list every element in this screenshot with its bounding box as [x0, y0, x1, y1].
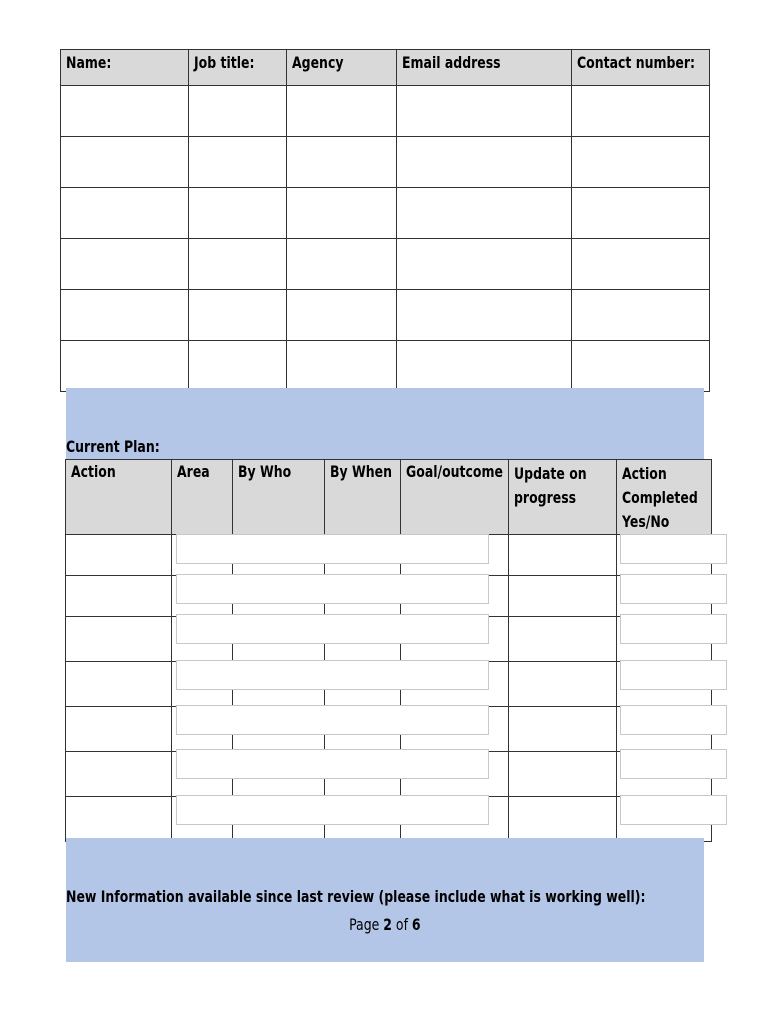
contact-name-cell[interactable] [61, 137, 189, 188]
contact-email-cell[interactable] [397, 290, 572, 341]
contact-job-cell[interactable] [189, 188, 287, 239]
plan-action-cell[interactable] [66, 617, 172, 662]
contacts-header-email: Email address [397, 50, 572, 86]
contact-agency-cell[interactable] [287, 137, 397, 188]
contact-agency-cell[interactable] [287, 239, 397, 290]
plan-update-cell[interactable] [509, 576, 617, 617]
plan-update-cell[interactable] [509, 707, 617, 752]
page-current: 2 [383, 915, 393, 934]
contact-email-cell[interactable] [397, 137, 572, 188]
plan-row-2-completed-field[interactable] [620, 574, 727, 604]
plan-update-cell[interactable] [509, 662, 617, 707]
contacts-row [61, 188, 710, 239]
plan-row-2-detail-field[interactable] [176, 574, 489, 604]
new-information-label: New Information available since last review (please include what is working well): [66, 887, 646, 906]
plan-row-1-completed-field[interactable] [620, 534, 727, 564]
contact-number-cell[interactable] [572, 290, 710, 341]
contact-job-cell[interactable] [189, 86, 287, 137]
contact-agency-cell[interactable] [287, 188, 397, 239]
contacts-table [60, 49, 710, 392]
contact-job-cell[interactable] [189, 137, 287, 188]
contacts-header-name: Name: [61, 50, 189, 86]
page-separator: of [392, 915, 413, 934]
contact-name-cell[interactable] [61, 341, 189, 392]
plan-row-7-completed-field[interactable] [620, 795, 727, 825]
contacts-row [61, 137, 710, 188]
plan-header-completed: Action Completed Yes/No [617, 460, 712, 535]
current-plan-label: Current Plan: [66, 437, 160, 456]
plan-header-goal: Goal/outcome [401, 460, 509, 535]
contacts-header-job-title: Job title: [189, 50, 287, 86]
contact-name-cell[interactable] [61, 239, 189, 290]
plan-update-cell[interactable] [509, 535, 617, 576]
contacts-header-agency: Agency [287, 50, 397, 86]
plan-header-action: Action [66, 460, 172, 535]
plan-row-4-detail-field[interactable] [176, 660, 489, 690]
contact-job-cell[interactable] [189, 239, 287, 290]
contact-name-cell[interactable] [61, 290, 189, 341]
plan-row-4-completed-field[interactable] [620, 660, 727, 690]
plan-row-7-detail-field[interactable] [176, 795, 489, 825]
plan-row-1-detail-field[interactable] [176, 534, 489, 564]
plan-row-3-detail-field[interactable] [176, 614, 489, 644]
plan-row-3-completed-field[interactable] [620, 614, 727, 644]
contact-number-cell[interactable] [572, 86, 710, 137]
contact-job-cell[interactable] [189, 341, 287, 392]
plan-row-5-completed-field[interactable] [620, 705, 727, 735]
contact-number-cell[interactable] [572, 137, 710, 188]
contact-agency-cell[interactable] [287, 341, 397, 392]
plan-action-cell[interactable] [66, 797, 172, 842]
contact-email-cell[interactable] [397, 239, 572, 290]
contacts-row [61, 341, 710, 392]
contacts-row [61, 239, 710, 290]
plan-action-cell[interactable] [66, 752, 172, 797]
contact-number-cell[interactable] [572, 188, 710, 239]
plan-action-cell[interactable] [66, 707, 172, 752]
contact-number-cell[interactable] [572, 239, 710, 290]
plan-update-cell[interactable] [509, 752, 617, 797]
contact-number-cell[interactable] [572, 341, 710, 392]
plan-header-update: Update on progress [509, 460, 617, 535]
plan-update-cell[interactable] [509, 797, 617, 842]
contact-name-cell[interactable] [61, 86, 189, 137]
plan-header-by-who: By Who [233, 460, 325, 535]
page-footer [0, 915, 770, 934]
contacts-row [61, 290, 710, 341]
contact-agency-cell[interactable] [287, 290, 397, 341]
contact-job-cell[interactable] [189, 290, 287, 341]
contacts-header-row [61, 50, 710, 86]
plan-update-cell[interactable] [509, 617, 617, 662]
plan-row-5-detail-field[interactable] [176, 705, 489, 735]
plan-action-cell[interactable] [66, 662, 172, 707]
page-total: 6 [412, 915, 421, 934]
contact-email-cell[interactable] [397, 86, 572, 137]
plan-header-by-when: By When [325, 460, 401, 535]
plan-action-cell[interactable] [66, 535, 172, 576]
plan-header-area: Area [172, 460, 233, 535]
contacts-header-contact-number: Contact number: [572, 50, 710, 86]
plan-header-row [66, 460, 712, 535]
contact-agency-cell[interactable] [287, 86, 397, 137]
contact-email-cell[interactable] [397, 188, 572, 239]
plan-row-6-completed-field[interactable] [620, 749, 727, 779]
plan-action-cell[interactable] [66, 576, 172, 617]
page-prefix: Page [349, 915, 384, 934]
contact-email-cell[interactable] [397, 341, 572, 392]
contact-name-cell[interactable] [61, 188, 189, 239]
current-plan-table [65, 459, 712, 842]
plan-row-6-detail-field[interactable] [176, 749, 489, 779]
contacts-row [61, 86, 710, 137]
